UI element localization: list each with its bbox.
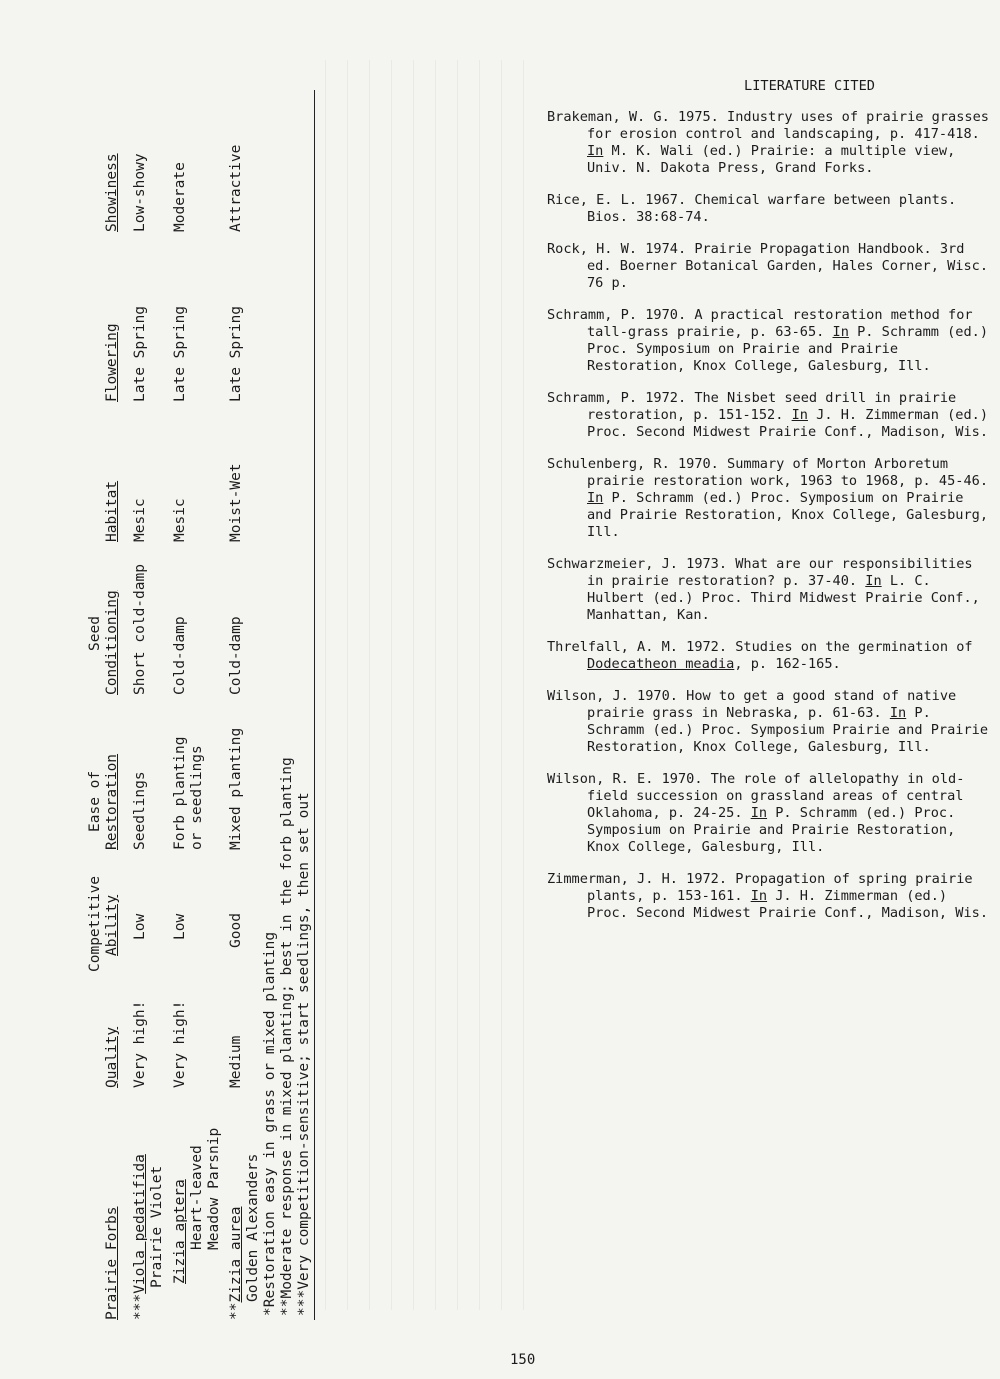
header-ease: Ease of Restoration [87,753,120,850]
row-1-showiness: Low-showy [132,153,148,232]
column-divider [314,90,315,1320]
reference-entry: Threlfall, A. M. 1972. Studies on the germination of Dodecatheon meadia, p. 162-165. [547,639,973,672]
reference-entry: Brakeman, W. G. 1975. Industry uses of prairie grasses for erosion control and landscaping, p. 417-418. In M. K. Wali (ed.) Prairie: a multiple view, Univ. N. Dakota Press, Grand Forks. [547,109,989,176]
row-1-seed: Short cold-damp [132,564,148,695]
row-3-showiness: Attractive [228,144,244,232]
row-3-ease: Mixed planting [228,727,244,850]
footnote-3: ***Very competition-sensitive; start seedlings, then set out [296,792,312,1316]
header-flowering: Flowering [104,323,120,402]
header-competitive: Competitive Ability [87,875,120,972]
row-3-quality: Medium [228,1035,244,1088]
header-quality: Quality [104,1026,120,1088]
reference-entry: Wilson, R. E. 1970. The role of allelopathy in old-field succession on grassland areas of central Oklahoma, p. 24-25. In P. Schramm (ed.) Proc. Symposium on Prairie and Prairie Restoration, Knox College, Galesburg, Ill. [547,771,965,855]
row-3-forb: **Zizia aurea Golden Alexanders [228,1153,261,1320]
row-1-quality: Very high! [132,1000,148,1088]
reference-entry: Rock, H. W. 1974. Prairie Propagation Handbook. 3rd ed. Boerner Botanical Garden, Hales Corner, Wisc. 76 p. [547,241,989,291]
row-3-competitive: Good [228,913,244,948]
row-3-habitat: Moist-Wet [228,463,244,542]
header-forbs: Prairie Forbs [104,1206,120,1320]
header-habitat: Habitat [104,480,120,542]
page-number: 150 [510,1352,536,1368]
header-seed: Seed Conditioning [87,590,120,695]
row-2-quality: Very high! [172,1000,188,1088]
header-showiness: Showiness [104,153,120,232]
reference-entry: Schwarzmeier, J. 1973. What are our responsibilities in prairie restoration? p. 37-40. In L. C. Hulbert (ed.) Proc. Third Midwest Prairie Conf., Manhattan, Kan. [547,556,980,623]
row-3-flowering: Late Spring [228,305,244,402]
reference-entry: Rice, E. L. 1967. Chemical warfare between plants. Bios. 38:68-74. [547,192,957,225]
reference-entry: Wilson, J. 1970. How to get a good stand of native prairie grass in Nebraska, p. 61-63. In P. Schramm (ed.) Proc. Symposium Prairie and Prairie Restoration, Knox College, Galesburg, Ill. [547,688,989,755]
forb-table [78,90,318,1320]
row-2-ease: Forb planting or seedlings [172,736,205,850]
bleed-through-texture [325,60,535,1310]
reference-entry: Zimmerman, J. H. 1972. Propagation of spring prairie plants, p. 153-161. In J. H. Zimmerman (ed.) Proc. Second Midwest Prairie Conf., Madison, Wis. [547,871,989,921]
footnote-2: **Moderate response in mixed planting; best in the forb planting [279,757,295,1316]
row-2-showiness: Moderate [172,162,188,232]
row-1-competitive: Low [132,913,148,940]
literature-cited [547,78,992,937]
row-1-habitat: Mesic [132,498,148,542]
row-2-habitat: Mesic [172,498,188,542]
reference-list [547,109,992,922]
row-1-ease: Seedlings [132,771,148,850]
row-2-forb: Zizia aptera Heart-leaved Meadow Parsnip [172,1127,222,1284]
row-3-seed: Cold-damp [228,616,244,695]
row-2-seed: Cold-damp [172,616,188,695]
reference-entry: Schulenberg, R. 1970. Summary of Morton Arboretum prairie restoration work, 1963 to 1968, p. 45-46. In P. Schramm (ed.) Proc. Symposium on Prairie and Prairie Restoration, Knox College, Galesburg, Ill. [547,456,989,540]
row-1-forb: ***Viola pedatifida Prairie Violet [132,1154,165,1320]
row-2-flowering: Late Spring [172,305,188,402]
row-2-competitive: Low [172,913,188,940]
reference-entry: Schramm, P. 1972. The Nisbet seed drill in prairie restoration, p. 151-152. In J. H. Zimmerman (ed.) Proc. Second Midwest Prairie Conf., Madison, Wis. [547,390,989,440]
reference-entry: Schramm, P. 1970. A practical restoration method for tall-grass prairie, p. 63-65. In P. Schramm (ed.) Proc. Symposium on Prairie and Prairie Restoration, Knox College, Galesburg, Ill. [547,307,989,374]
row-1-flowering: Late Spring [132,305,148,402]
literature-title: LITERATURE CITED [744,78,875,94]
rotated-table-region [78,90,318,1320]
footnote-1: *Restoration easy in grass or mixed planting [262,931,278,1316]
